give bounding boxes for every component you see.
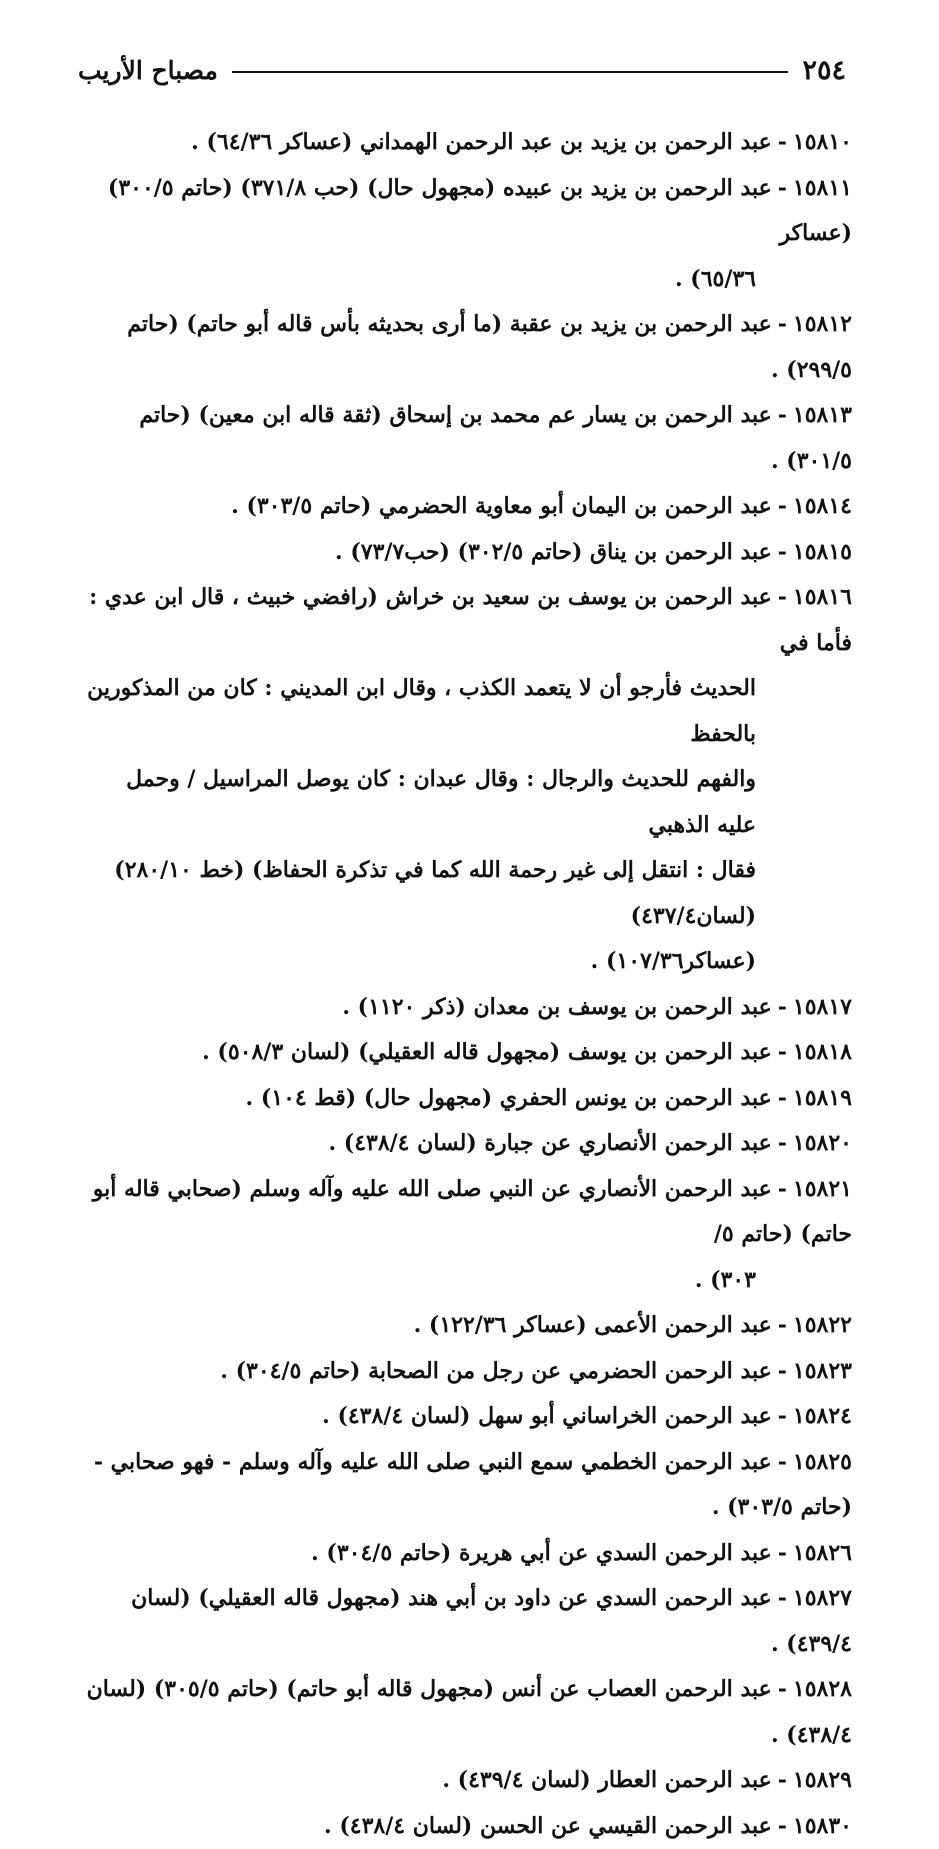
entry-dash: -: [772, 1449, 793, 1475]
entry-text: عبد الرحمن الحضرمي عن رجل من الصحابة (حاتم ٣٠٤/٥) .: [220, 1358, 772, 1384]
header-rule: [232, 71, 789, 73]
entry-number: ١٥٨١٥: [793, 539, 852, 565]
entry-number: ١٥٨٢٩: [793, 1767, 852, 1793]
entry-dash: -: [772, 129, 793, 155]
list-item: [82, 166, 852, 303]
entry-dash: -: [772, 1813, 793, 1839]
entry-text: عبد الرحمن بن يزيد بن عبيده (مجهول حال) (حب ٣٧١/٨) (حاتم ٣٠٠/٥) (عساكر: [108, 175, 852, 247]
entry-dash: -: [772, 1085, 793, 1111]
entry-continuation-line: والفهم للحديث والرجال : وقال عبدان : كان يوصل المراسيل / وحمل عليه الذهبي: [82, 757, 852, 848]
entry-number: ١٥٨٢٢: [793, 1312, 852, 1338]
entry-dash: -: [772, 539, 793, 565]
entry-text: عبد الرحمن بن يزيد بن عبد الرحمن الهمداني (عساكر ٦٤/٣٦) .: [191, 129, 772, 155]
entry-text: عبد الرحمن الخطمي سمع النبي صلى الله عليه وآله وسلم - فهو صحابي - (حاتم ٣٠٣/٥) .: [94, 1449, 852, 1521]
entry-dash: -: [772, 493, 793, 519]
entry-text: عبد الرحمن العطار (لسان ٤٣٩/٤) .: [442, 1767, 771, 1793]
list-item: [82, 1758, 852, 1804]
entry-number: ١٥٨١٧: [793, 994, 852, 1020]
list-item: [82, 1030, 852, 1076]
entry-number: ١٥٨٢٤: [793, 1403, 852, 1429]
entry-continuation: الحديث فأرجو أن لا يتعمد الكذب ، وقال ابن المديني : كان من المذكورين بالحفظ: [82, 666, 852, 757]
entry-number: ١٥٨٢١: [793, 1176, 852, 1202]
entry-text: عبد الرحمن بن يونس الحفري (مجهول حال) (قط ١٠٤) .: [246, 1085, 772, 1111]
entry-text: عبد الرحمن العصاب عن أنس (مجهول قاله أبو حاتم) (حاتم ٣٠٥/٥) (لسان ٤٣٨/٤) .: [87, 1676, 852, 1748]
list-item: [82, 302, 852, 393]
entry-list: [82, 120, 852, 1849]
entry-text: عبد الرحمن الخراساني أبو سهل (لسان ٤٣٨/٤) .: [322, 1403, 772, 1429]
entry-text: عبد الرحمن القيسي عن الحسن (لسان ٤٣٨/٤) .: [324, 1813, 772, 1839]
list-item: [82, 985, 852, 1031]
list-item: [82, 575, 852, 985]
page-number: ٢٥٤: [788, 55, 846, 86]
list-item: [82, 1667, 852, 1758]
list-item: [82, 1576, 852, 1667]
entry-number: ١٥٨٣٠: [793, 1813, 852, 1839]
entry-number: ١٥٨١١: [793, 175, 852, 201]
list-item: [82, 1349, 852, 1395]
entry-number: ١٥٨١٩: [793, 1085, 852, 1111]
list-item: [82, 1121, 852, 1167]
list-item: [82, 1167, 852, 1304]
entry-number: ١٥٨١٨: [793, 1039, 852, 1065]
list-item: [82, 1303, 852, 1349]
entry-number: ١٥٨١٤: [793, 493, 852, 519]
entry-text: عبد الرحمن الأعمى (عساكر ١٢٢/٣٦) .: [414, 1312, 772, 1338]
entry-continuation-line: فقال : انتقل إلى غير رحمة الله كما في تذكرة الحفاظ) (خط ٢٨٠/١٠) (لسان٤٣٧/٤): [82, 848, 852, 939]
entry-dash: -: [772, 1585, 793, 1611]
entry-number: ١٥٨٢٧: [793, 1585, 852, 1611]
entry-dash: -: [772, 1676, 793, 1702]
entry-dash: -: [772, 1039, 793, 1065]
entry-number: ١٥٨١٣: [793, 402, 852, 428]
list-item: [82, 1076, 852, 1122]
entry-continuation: ٣٠٣) .: [82, 1258, 852, 1304]
entry-dash: -: [772, 1358, 793, 1384]
entry-dash: -: [772, 311, 793, 337]
entry-text: عبد الرحمن الأنصاري عن جبارة (لسان ٤٣٨/٤) .: [328, 1130, 771, 1156]
entry-text: عبد الرحمن السدي عن داود بن أبي هند (مجهول قاله العقيلي) (لسان ٤٣٩/٤) .: [131, 1585, 852, 1657]
entry-number: ١٥٨٢٨: [793, 1676, 852, 1702]
entry-dash: -: [772, 402, 793, 428]
entry-number: ١٥٨٢٥: [793, 1449, 852, 1475]
entry-number: ١٥٨١٦: [793, 584, 852, 610]
entry-number: ١٥٨٢٦: [793, 1540, 852, 1566]
list-item: [82, 120, 852, 166]
entry-text: عبد الرحمن بن يوسف بن سعيد بن خراش (رافضي خبيث ، قال ابن عدي : فأما في: [89, 584, 852, 656]
list-item: [82, 484, 852, 530]
entry-dash: -: [772, 1767, 793, 1793]
entry-dash: -: [772, 1176, 793, 1202]
entry-text: عبد الرحمن السدي عن أبي هريرة (حاتم ٣٠٤/٥) .: [311, 1540, 772, 1566]
list-item: [82, 393, 852, 484]
entry-text: عبد الرحمن بن اليمان أبو معاوية الحضرمي (حاتم ٣٠٣/٥) .: [231, 493, 772, 519]
entry-dash: -: [772, 1540, 793, 1566]
entry-number: ١٥٨٢٣: [793, 1358, 852, 1384]
list-item: [82, 1394, 852, 1440]
list-item: [82, 1804, 852, 1849]
entry-text: عبد الرحمن بن يوسف (مجهول قاله العقيلي) (لسان ٥٠٨/٣) .: [202, 1039, 772, 1065]
entry-text: عبد الرحمن بن يناق (حاتم ٣٠٢/٥) (حب٧٣/٧) .: [335, 539, 772, 565]
entry-dash: -: [772, 584, 793, 610]
entry-dash: -: [772, 1130, 793, 1156]
entry-continuation-line: (عساكر١٠٧/٣٦) .: [82, 939, 852, 985]
entry-text: عبد الرحمن بن يزيد بن عقبة (ما أرى بحديثه بأس قاله أبو حاتم) (حاتم ٢٩٩/٥) .: [127, 311, 852, 383]
entry-dash: -: [772, 1312, 793, 1338]
entry-number: ١٥٨٢٠: [793, 1130, 852, 1156]
entry-dash: -: [772, 1403, 793, 1429]
entry-text: عبد الرحمن الأنصاري عن النبي صلى الله عليه وآله وسلم (صحابي قاله أبو حاتم) (حاتم ٥/: [93, 1176, 852, 1248]
entry-text: عبد الرحمن بن يسار عم محمد بن إسحاق (ثقة قاله ابن معين) (حاتم ٣٠١/٥) .: [139, 402, 852, 474]
entry-continuation: ٦٥/٣٦) .: [82, 257, 852, 303]
entry-text: عبد الرحمن بن يوسف بن معدان (ذكر ١١٢٠) .: [342, 994, 771, 1020]
list-item: [82, 1440, 852, 1531]
entry-dash: -: [772, 994, 793, 1020]
entry-dash: -: [772, 175, 793, 201]
book-title: مصباح الأريب: [78, 56, 232, 85]
entry-number: ١٥٨١٠: [793, 129, 852, 155]
page-header: [78, 50, 846, 90]
list-item: [82, 530, 852, 576]
entry-number: ١٥٨١٢: [793, 311, 852, 337]
list-item: [82, 1531, 852, 1577]
